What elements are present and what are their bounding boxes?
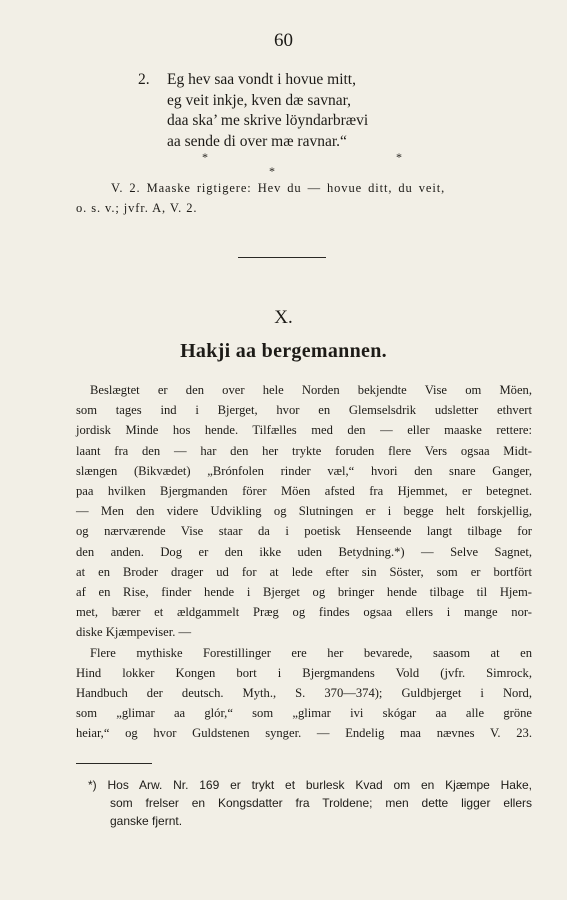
text-line: heiar,“ og hvor Guldstenen synger. — Endelig maa nævnes V. 23. xyxy=(76,726,532,741)
section-divider xyxy=(238,257,326,258)
footnote-line: som frelser en Kongsdatter fra Troldene; men dette ligger ellers xyxy=(110,796,532,810)
text-line: Handbuch der deutsch. Myth., S. 370—374); Guldbjerget i Nord, xyxy=(76,686,532,701)
asterism-star: * xyxy=(269,164,275,178)
text-line: slængen (Bikvædet) „Brónfolen rinder væl,“ hvori den snare Ganger, xyxy=(76,463,532,478)
text-line: Beslægtet er den over hele Norden bekjendte Vise om Möen, xyxy=(90,383,532,397)
section-title: Hakji aa bergemannen. xyxy=(180,340,387,362)
text-line: Hind lokker Kongen bort i Bjergmandens Vold (jvfr. Simrock, xyxy=(76,665,532,680)
text-line: Flere mythiske Forestillinger ere her bevarede, saasom at en xyxy=(90,645,532,660)
text-line: diske Kjæmpeviser. — xyxy=(76,625,192,640)
text-line: af en Rise, finder hende i Bjerget og bringer hende tilbage til Hjem- xyxy=(76,585,532,600)
verse-stanza xyxy=(138,70,368,152)
footnote-line: *) Hos Arw. Nr. 169 er trykt et burlesk Kvad om en Kjæmpe Hake, xyxy=(88,778,532,792)
stanza-number: 2. xyxy=(138,71,150,88)
textual-note-line: o. s. v.; jvfr. A, V. 2. xyxy=(76,201,198,215)
text-line: og nærværende Vise staar da i poetisk Henseende langt tilbage for xyxy=(76,524,532,539)
text-line: laant fra den — har den her trykte foruden flere Vers ogsaa Midt- xyxy=(76,443,532,458)
footnote-line: ganske fjernt. xyxy=(110,814,183,828)
section-number: X. xyxy=(274,307,293,328)
text-line: met, bærer et ældgammelt Præg og findes ogsaa ellers i mange nor- xyxy=(76,605,532,620)
text-line: paa hvilken Bjergmanden förer Möen afsted fra Hjemmet, er betegnet. xyxy=(76,484,532,499)
verse-line: Eg hev saa vondt i hovue mitt, xyxy=(167,71,356,88)
text-line: jordisk Minde hos hende. Tilfælles med den — eller maaske rettere: xyxy=(76,423,532,438)
verse-line: aa sende di over mæ ravnar.“ xyxy=(167,132,347,150)
verse-line: eg veit inkje, kven dæ savnar, xyxy=(167,91,352,109)
text-line: — Men den videre Udvikling og Slutningen er i begge helt forskjellig, xyxy=(76,504,532,519)
asterism-star: * xyxy=(396,150,402,164)
text-line: som tages ind i Bjerget, hvor en Glemselsdrik udsletter ethvert xyxy=(76,403,532,418)
asterism-star: * xyxy=(202,150,208,164)
verse-line: daa ska’ me skrive löyndarbrævi xyxy=(167,112,369,129)
text-line: som „glimar aa glór,“ som „glimar ivi skógar aa alle gröne xyxy=(76,706,532,721)
text-line: den anden. Dog er den ikke uden Betydning.*) — Selve Sagnet, xyxy=(76,544,532,559)
textual-note-line: V. 2. Maaske rigtigere: Hev du — hovue ditt, du veit, xyxy=(111,181,446,195)
footnote xyxy=(76,776,532,830)
footnote-rule xyxy=(76,763,152,764)
commentary-text xyxy=(76,380,532,744)
text-line: at en Broder drager ud for at lede efter sin Söster, som er bortfört xyxy=(76,564,532,579)
page-number: 60 xyxy=(274,30,293,51)
